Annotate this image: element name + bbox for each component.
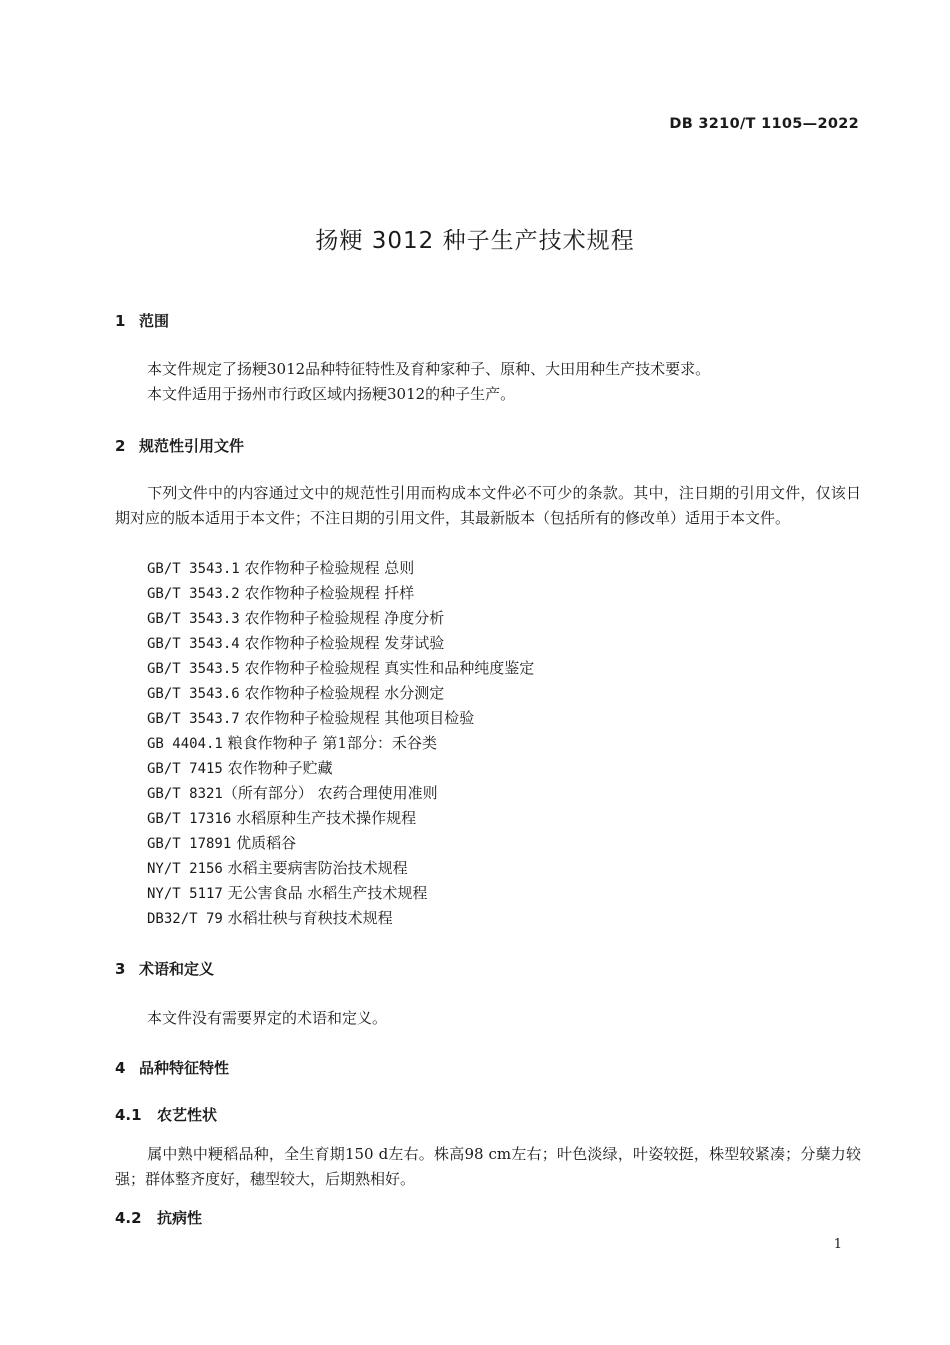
list-item: GB/T 3543.7 农作物种子检验规程 其他项目检验 bbox=[147, 709, 475, 727]
section-title: 品种特征特性 bbox=[139, 1059, 230, 1077]
document-title: 扬粳 3012 种子生产技术规程 bbox=[315, 228, 635, 254]
section-heading-4 bbox=[115, 1058, 229, 1078]
paragraph: 本文件没有需要界定的术语和定义。 bbox=[147, 1009, 388, 1027]
list-item: GB/T 3543.1 农作物种子检验规程 总则 bbox=[147, 559, 415, 577]
section-heading-2 bbox=[115, 436, 244, 456]
section-number: 2 bbox=[115, 437, 126, 455]
list-item: GB/T 3543.4 农作物种子检验规程 发芽试验 bbox=[147, 634, 445, 652]
section-title: 规范性引用文件 bbox=[139, 437, 245, 455]
list-item: GB/T 3543.5 农作物种子检验规程 真实性和品种纯度鉴定 bbox=[147, 659, 535, 677]
list-item: GB/T 3543.2 农作物种子检验规程 扦样 bbox=[147, 584, 415, 602]
section-title: 术语和定义 bbox=[139, 960, 215, 978]
section-number: 4 bbox=[115, 1059, 126, 1077]
section-number: 1 bbox=[115, 312, 126, 330]
list-item: GB 4404.1 粮食作物种子 第1部分：禾谷类 bbox=[147, 734, 437, 752]
subsection-heading-4-2 bbox=[115, 1208, 202, 1228]
subsection-number: 4.2 bbox=[115, 1209, 142, 1227]
list-item: DB32/T 79 水稻壮秧与育秧技术规程 bbox=[147, 909, 393, 927]
section-title: 范围 bbox=[139, 312, 170, 330]
subsection-number: 4.1 bbox=[115, 1106, 142, 1124]
list-item: GB/T 17891 优质稻谷 bbox=[147, 834, 297, 852]
subsection-title: 农艺性状 bbox=[157, 1106, 218, 1124]
paragraph: 本文件适用于扬州市行政区域内扬粳3012的种子生产。 bbox=[147, 385, 516, 403]
subsection-heading-4-1 bbox=[115, 1105, 217, 1125]
list-item: GB/T 3543.3 农作物种子检验规程 净度分析 bbox=[147, 609, 445, 627]
section-heading-1 bbox=[115, 311, 169, 331]
section-heading-3 bbox=[115, 959, 214, 979]
list-item: NY/T 2156 水稻主要病害防治技术规程 bbox=[147, 859, 408, 877]
reference-list bbox=[147, 556, 534, 931]
list-item: GB/T 17316 水稻原种生产技术操作规程 bbox=[147, 809, 417, 827]
subsection-title: 抗病性 bbox=[157, 1209, 203, 1227]
paragraph: 本文件规定了扬粳3012品种特征特性及育种家种子、原种、大田用种生产技术要求。 bbox=[147, 360, 711, 378]
section-number: 3 bbox=[115, 960, 126, 978]
list-item: GB/T 7415 农作物种子贮藏 bbox=[147, 759, 333, 777]
list-item: GB/T 8321（所有部分） 农药合理使用准则 bbox=[147, 784, 438, 802]
standard-code: DB 3210/T 1105—2022 bbox=[669, 116, 859, 132]
list-item: NY/T 5117 无公害食品 水稻生产技术规程 bbox=[147, 884, 428, 902]
paragraph: 下列文件中的内容通过文中的规范性引用而构成本文件必不可少的条款。其中，注日期的引用文件，仅该日期对应的版本适用于本文件；不注日期的引用文件，其最新版本（包括所有的修改单）适用于本文件。 bbox=[115, 484, 861, 527]
paragraph: 属中熟中粳稻品种，全生育期150 d左右。株高98 cm左右；叶色淡绿，叶姿较挺，株型较紧凑；分蘖力较强；群体整齐度好，穗型较大，后期熟相好。 bbox=[115, 1145, 861, 1188]
page-number: 1 bbox=[833, 1237, 842, 1252]
list-item: GB/T 3543.6 农作物种子检验规程 水分测定 bbox=[147, 684, 445, 702]
